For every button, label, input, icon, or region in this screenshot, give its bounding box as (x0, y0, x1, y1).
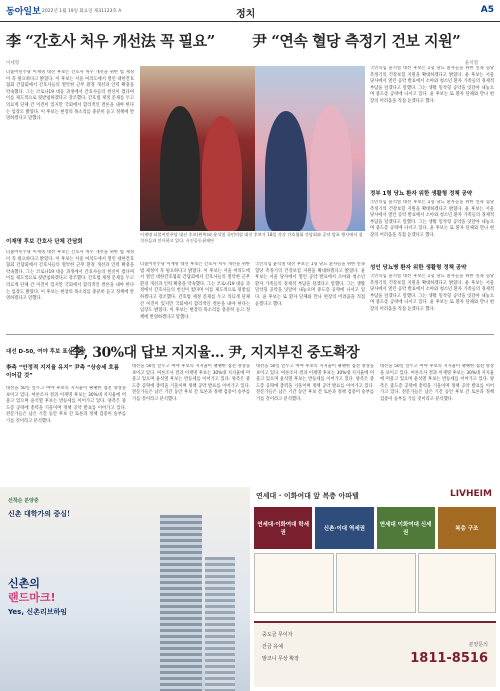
floor-plan-c (418, 553, 496, 613)
bottom-kicker: 대선 D-50, 여야 후보 표심 공략 (6, 349, 86, 355)
byline-right: 윤석열 (465, 61, 479, 66)
floor-plan-a (254, 553, 334, 613)
benefit-1: 중도금 무이자 (262, 632, 293, 638)
headline-right: 尹 “연속 혈당 측정기 건보 지원” (252, 32, 461, 50)
article-right-subhead-1: 정부 1형 당뇨 환자 위한 생활형 정책 공약 (370, 191, 473, 197)
article-left-col1: 더불어민주당 이재명 대선 후보는 간호사 처우 개선을 위한 법 제정이 꼭 필요하다고 밝혔다. 이 후보는 서울 여의도에서 열린 대한간호협회 간담회에서 간호사들의 열악한 근무 환경 개선과 인력 확충을 약속했다. 그는 코로나19 대응 과정에서 간호사들의 헌신이 컸다며 이를 제도적으로 뒷받침하겠다고 강조했다. 간호법 제정 문제를 두고 의료계 단체 간 이견이 있지만 국회에서 합리적인 결론을 내야 한다는 입장도 밝혔다. 이 후보는 현장의 목소리를 충분히 듣고 정책에 반영하겠다고 말했다. (6, 70, 134, 122)
divider (6, 334, 494, 335)
bottom-col4: 대선을 50일 앞두고 여야 후보의 지지율이 팽팽한 접전 양상을 보이고 있다. 여론조사 결과 이재명 후보는 30%대 지지율에 머물고 있으며 윤석열 후보는 반등세를 이어가고 있다. 양측은 중도층 공략에 총력을 기울이며 정책 공약 발표를 이어가고 있다. 전문가들은 남은 기간 동안 후보 간 토론과 정책 검증이 승부를 가를 것이라고 분석했다. (380, 364, 494, 402)
article-middle: 더불어민주당 이재명 대선 후보는 간호사 처우 개선을 위한 법 제정이 꼭 필요하다고 밝혔다. 이 후보는 서울 여의도에서 열린 대한간호협회 간담회에서 간호사들의 열악한 근무 환경 개선과 인력 확충을 약속했다. 그는 코로나19 대응 과정에서 간호사들의 헌신이 컸다며 이를 제도적으로 뒷받침하겠다고 강조했다. 간호법 제정 문제를 두고 의료계 단체 간 이견이 있지만 국회에서 합리적인 결론을 내야 한다는 입장도 밝혔다. 이 후보는 현장의 목소리를 충분히 듣고 정책에 반영하겠다고 말했다. 국민의힘 윤석열 대선 후보는 1형 당뇨 환자들을 위한 연속 혈당 측정기의 건강보험 지원을 확대하겠다고 밝혔다. 윤 후보는 서울 당사에서 열린 공약 발표에서 소아와 청소년 환자 가족들의 경제적 부담을 덜겠다고 말했다. 그는 생활 밀착형 공약을 잇달아 내놓으며 중도층 공략에 나서고 있다. 윤 후보는 또 환자 단체와 만나 현장의 어려움을 직접 듣겠다고 했다. (140, 262, 365, 320)
ad-left-badge: 선착순 분양중 (8, 498, 39, 504)
ad-left-body: 신촌의 랜드마크! Yes, 신촌리브하임 (8, 577, 68, 616)
article-left-col2: 더불어민주당 이재명 대선 후보는 간호사 처우 개선을 위한 법 제정이 꼭 필요하다고 밝혔다. 이 후보는 서울 여의도에서 열린 대한간호협회 간담회에서 간호사들의 열악한 근무 환경 개선과 인력 확충을 약속했다. 그는 코로나19 대응 과정에서 간호사들의 헌신이 컸다며 이를 제도적으로 뒷받침하겠다고 강조했다. 간호법 제정 문제를 두고 의료계 단체 간 이견이 있지만 국회에서 합리적인 결론을 내야 한다는 입장도 밝혔다. 이 후보는 현장의 목소리를 충분히 듣고 정책에 반영하겠다고 말했다. (6, 250, 134, 302)
feature-1: 연세대·이화여대 학세권 (254, 507, 312, 549)
building-illustration (160, 515, 202, 691)
ad-right-footer (254, 621, 496, 687)
article-right-col3: 국민의힘 윤석열 대선 후보는 1형 당뇨 환자들을 위한 연속 혈당 측정기의 건강보험 지원을 확대하겠다고 밝혔다. 윤 후보는 서울 당사에서 열린 공약 발표에서 소아와 청소년 환자 가족들의 경제적 부담을 덜겠다고 말했다. 그는 생활 밀착형 공약을 잇달아 내놓으며 중도층 공략에 나서고 있다. 윤 후보는 또 환자 단체와 만나 현장의 어려움을 직접 듣겠다고 했다. (370, 274, 494, 312)
bottom-col2: 대선을 50일 앞두고 여야 후보의 지지율이 팽팽한 접전 양상을 보이고 있다. 여론조사 결과 이재명 후보는 30%대 지지율에 머물고 있으며 윤석열 후보는 반등세를 이어가고 있다. 양측은 중도층 공략에 총력을 기울이며 정책 공약 발표를 이어가고 있다. 전문가들은 남은 기간 동안 후보 간 토론과 정책 검증이 승부를 가를 것이라고 분석했다. (132, 364, 250, 402)
article-right-subhead-2: 성인 당뇨병 환자 위한 생활형 정책 공약 (370, 265, 467, 271)
masthead (0, 0, 500, 22)
ad-right-head: 연세대 · 이화여대 앞 복층 아파텔 (256, 492, 359, 500)
benefit-3: 발코니 무상 확장 (262, 656, 299, 662)
feature-2: 신촌·이대 역세권 (315, 507, 373, 549)
article-right-col1: 국민의힘 윤석열 대선 후보는 1형 당뇨 환자들을 위한 연속 혈당 측정기의 건강보험 지원을 확대하겠다고 밝혔다. 윤 후보는 서울 당사에서 열린 공약 발표에서 소아와 청소년 환자 가족들의 경제적 부담을 덜겠다고 말했다. 그는 생활 밀착형 공약을 잇달아 내놓으며 중도층 공략에 나서고 있다. 윤 후보는 또 환자 단체와 만나 현장의 어려움을 직접 듣겠다고 했다. (370, 66, 494, 104)
feature-4: 복층 구조 (438, 507, 496, 549)
section-title: 정치 (236, 9, 256, 20)
benefit-2: 잔금 유예 (262, 644, 283, 650)
phone-number: 1811-8516 (410, 651, 488, 666)
bottom-col1: 대선을 50일 앞두고 여야 후보의 지지율이 팽팽한 접전 양상을 보이고 있다. 여론조사 결과 이재명 후보는 30%대 지지율에 머물고 있으며 윤석열 후보는 반등세를 이어가고 있다. 양측은 중도층 공략에 총력을 기울이며 정책 공약 발표를 이어가고 있다. 전문가들은 남은 기간 동안 후보 간 토론과 정책 검증이 승부를 가를 것이라고 분석했다. (6, 386, 126, 424)
photo-right (255, 66, 365, 231)
byline-left: 이세형 (6, 61, 20, 66)
bottom-headline: 李, 30%대 답보 지지율… 尹, 지지부진 중도확장 (70, 345, 360, 361)
bottom-col3: 대선을 50일 앞두고 여야 후보의 지지율이 팽팽한 접전 양상을 보이고 있다. 여론조사 결과 이재명 후보는 30%대 지지율에 머물고 있으며 윤석열 후보는 반등세를 이어가고 있다. 양측은 중도층 공략에 총력을 기울이며 정책 공약 발표를 이어가고 있다. 전문가들은 남은 기간 동안 후보 간 토론과 정책 검증이 승부를 가를 것이라고 분석했다. (256, 364, 374, 402)
ad-right[interactable] (250, 487, 500, 691)
headline-left: 李 “간호사 처우 개선法 꼭 필요” (6, 32, 215, 50)
building-illustration-2 (205, 557, 235, 691)
ad-left[interactable] (0, 487, 250, 691)
photo-left (140, 66, 255, 231)
ad-left-title: 신촌 대학가의 중심! (8, 509, 71, 518)
floor-plan-b (336, 553, 416, 613)
bottom-subhead: 李측 “안정적 지지율 유지” 尹측 “상승세 흐름 이어갈 것” (6, 365, 120, 379)
ad-right-feature-band (254, 507, 496, 549)
page-number: A5 (480, 5, 494, 15)
ad-right-logo: LIVHEIM (449, 489, 492, 499)
article-right-col2: 국민의힘 윤석열 대선 후보는 1형 당뇨 환자들을 위한 연속 혈당 측정기의 건강보험 지원을 확대하겠다고 밝혔다. 윤 후보는 서울 당사에서 열린 공약 발표에서 소아와 청소년 환자 가족들의 경제적 부담을 덜겠다고 말했다. 그는 생활 밀착형 공약을 잇달아 내놓으며 중도층 공략에 나서고 있다. 윤 후보는 또 환자 단체와 만나 현장의 어려움을 직접 듣겠다고 했다. (370, 200, 494, 238)
article-left-subhead: 이재명 후보 간호사 단체 간담회 (6, 239, 83, 245)
photo-caption: 이재명 더불어민주당 대선 후보(왼쪽)와 윤석열 국민의힘 대선 후보가 18일 각각 간호협회 간담회와 공약 발표 행사에서 참석자들과 인사하고 있다. 사진공동취재단 (140, 232, 363, 243)
feature-3: 연세대 이화여대 신세권 (377, 507, 435, 549)
phone-label: 분양문의 (468, 642, 488, 648)
dateline: 2022년 1월 19일 화요일 제31123호 A (42, 9, 122, 14)
newspaper-logo: 동아일보 (6, 7, 41, 17)
